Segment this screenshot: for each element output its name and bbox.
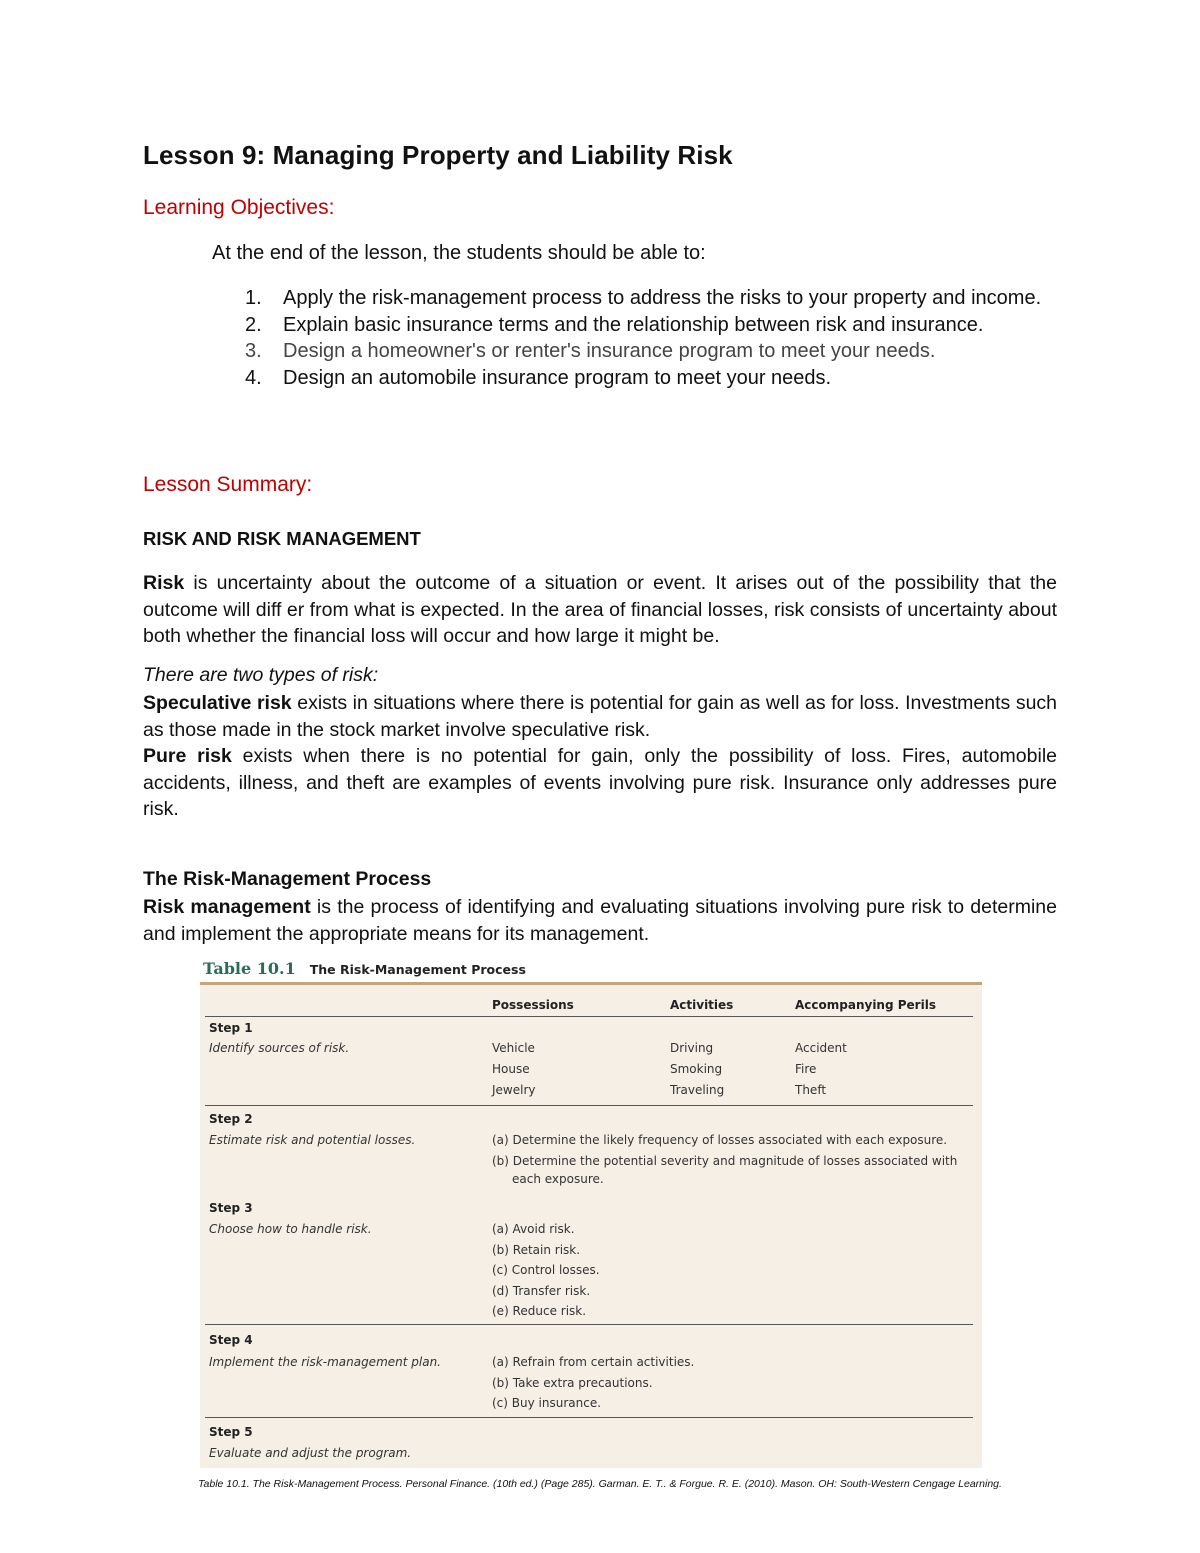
column-header-activities: Activities — [670, 998, 734, 1012]
table-divider — [205, 1105, 973, 1106]
activity-item: Driving — [670, 1041, 714, 1055]
step-4-item: (a) Refrain from certain activities. — [492, 1355, 695, 1369]
objective-item: 3. Design a homeowner's or renter's insurance program to meet your needs. — [245, 340, 936, 362]
step-4-item: (c) Buy insurance. — [492, 1396, 602, 1410]
speculative-risk-paragraph: Speculative risk exists in situations where there is potential for gain as well as for loss. Investments such as those made in the stock market involve speculative risk. — [143, 692, 1058, 741]
step-5-description: Evaluate and adjust the program. — [209, 1446, 412, 1460]
step-2-item: (b) Determine the potential severity and magnitude of losses associated with — [492, 1154, 958, 1168]
possession-item: House — [492, 1062, 530, 1076]
objective-item: 1. Apply the risk-management process to address the risks to your property and income. — [245, 287, 1042, 309]
table-caption — [203, 959, 526, 978]
risk-types-intro: There are two types of risk: — [143, 664, 379, 686]
risk-management-table-figure — [200, 955, 982, 1465]
step-4-item: (b) Take extra precautions. — [492, 1376, 653, 1390]
step-2-title: Step 2 — [209, 1112, 253, 1126]
step-3-item: (e) Reduce risk. — [492, 1304, 587, 1318]
table-divider — [205, 1016, 973, 1017]
lesson-summary-heading: Lesson Summary: — [143, 473, 313, 496]
table-divider — [205, 1417, 973, 1418]
objective-item: 2. Explain basic insurance terms and the relationship between risk and insurance. — [245, 313, 984, 336]
step-4-title: Step 4 — [209, 1333, 253, 1347]
risk-definition: Risk is uncertainty about the outcome of a situation or event. It arises out of the possibility that the outcome will diff er from what is expected. In the area of financial losses, risk consists of uncertainty about both whether the financial loss will occur and how large it might be. — [143, 572, 1057, 647]
step-2-item: each exposure. — [512, 1172, 604, 1186]
possession-item: Vehicle — [492, 1041, 535, 1055]
objectives-intro: At the end of the lesson, the students should be able to: — [212, 242, 706, 264]
process-heading: The Risk-Management Process — [143, 868, 432, 890]
step-1-description: Identify sources of risk. — [209, 1041, 350, 1055]
step-1-title: Step 1 — [209, 1021, 253, 1035]
table-divider — [205, 1324, 973, 1325]
step-2-description: Estimate risk and potential losses. — [209, 1133, 416, 1147]
objective-item: 4. Design an automobile insurance program to meet your needs. — [245, 366, 832, 389]
column-header-perils: Accompanying Perils — [795, 998, 936, 1012]
step-4-description: Implement the risk-management plan. — [209, 1355, 441, 1369]
step-3-item: (c) Control losses. — [492, 1263, 600, 1277]
table-body — [200, 982, 982, 1468]
peril-item: Theft — [795, 1083, 827, 1097]
step-3-item: (d) Transfer risk. — [492, 1284, 591, 1298]
table-citation: Table 10.1. The Risk-Management Process. Personal Finance. (10th ed.) (Page 285). Garman. E. T.. & Forgue. R. E. (2010). Mason. OH: South-Western Cengage Learning. — [198, 1478, 1002, 1490]
possession-item: Jewelry — [492, 1083, 536, 1097]
peril-item: Accident — [795, 1041, 847, 1055]
activity-item: Traveling — [670, 1083, 725, 1097]
learning-objectives-heading: Learning Objectives: — [143, 196, 335, 219]
section-heading: RISK AND RISK MANAGEMENT — [143, 528, 421, 549]
pure-risk-paragraph: Pure risk exists when there is no potential for gain, only the possibility of loss. Fires, automobile accidents, illness, and theft are examples of events involving pure risk. Insurance only addresses pure risk. — [143, 745, 1057, 820]
step-2-item: (a) Determine the likely frequency of losses associated with each exposure. — [492, 1133, 948, 1147]
step-3-item: (b) Retain risk. — [492, 1243, 581, 1257]
table-label: Table 10.1 — [203, 959, 296, 978]
table-title: The Risk-Management Process — [309, 962, 526, 977]
step-5-title: Step 5 — [209, 1425, 253, 1439]
step-3-title: Step 3 — [209, 1201, 253, 1215]
risk-management-paragraph: Risk management is the process of identifying and evaluating situations involving pure risk to determine and implement the appropriate means for its management. — [143, 896, 1057, 945]
step-3-description: Choose how to handle risk. — [209, 1222, 372, 1236]
peril-item: Fire — [795, 1062, 817, 1076]
objectives-list — [245, 285, 1057, 391]
step-3-item: (a) Avoid risk. — [492, 1222, 575, 1236]
page-title: Lesson 9: Managing Property and Liability Risk — [143, 140, 733, 170]
column-header-possessions: Possessions — [492, 998, 574, 1012]
activity-item: Smoking — [670, 1062, 723, 1076]
